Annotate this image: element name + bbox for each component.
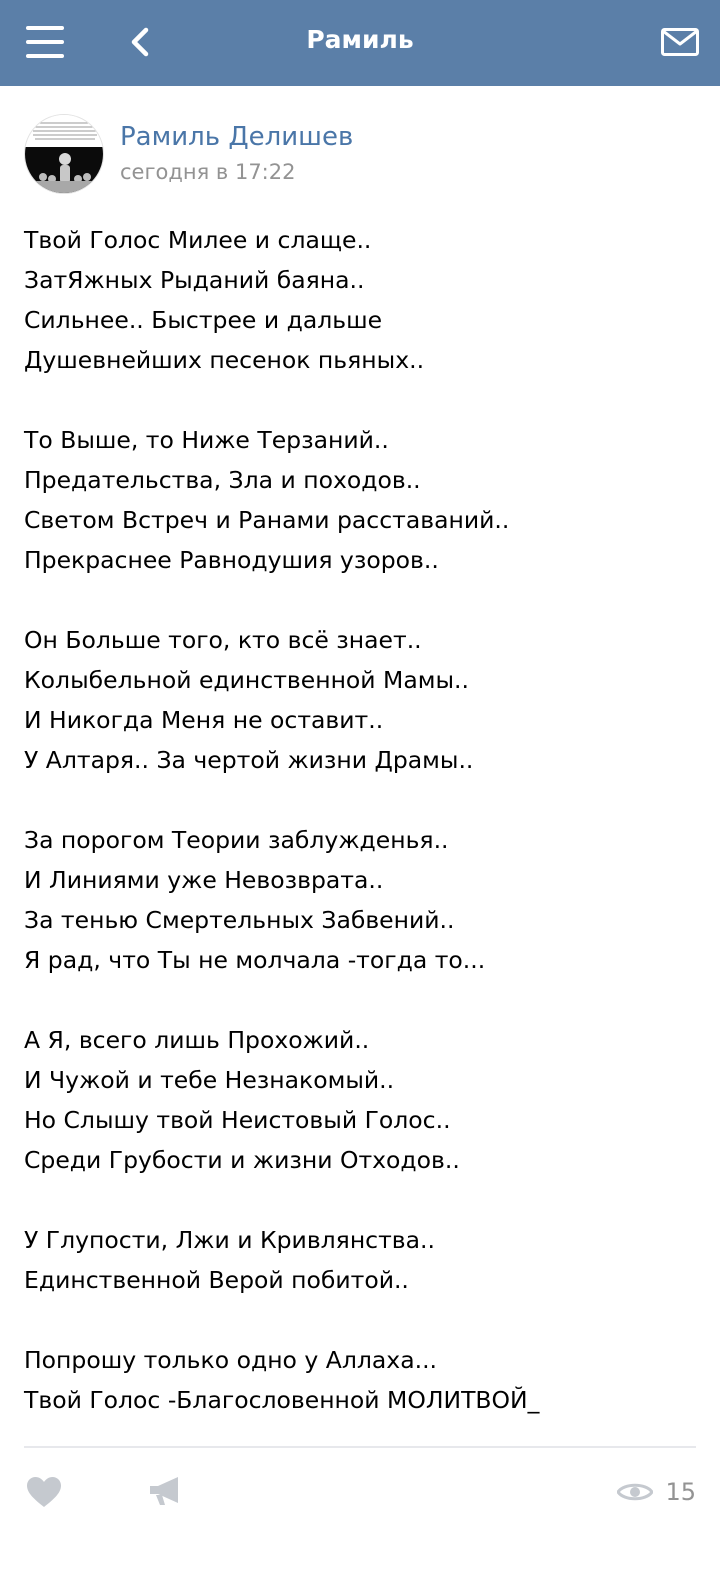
poem-line: За порогом Теории заблужденья..: [24, 826, 449, 854]
poem-line: А Я, всего лишь Прохожий..: [24, 1026, 370, 1054]
poem-line: Я рад, что Ты не молчала -тогда то...: [24, 946, 486, 974]
poem-line: ЗатЯжных Рыданий баяна..: [24, 266, 365, 294]
poem-line: За тенью Смертельных Забвений..: [24, 906, 455, 934]
avatar-image: [25, 115, 104, 194]
poem-line: И Чужой и тебе Незнакомый..: [24, 1066, 395, 1094]
poem-line: Попрошу только одно у Аллаха...: [24, 1346, 438, 1374]
poem-line: И Линиями уже Невозврата..: [24, 866, 384, 894]
poem-line: Но Слышу твой Неистовый Голос..: [24, 1106, 451, 1134]
poem-stanza: [24, 420, 696, 580]
poem-line: Сильнее.. Быстрее и дальше: [24, 306, 383, 334]
top-navigation-bar: [0, 0, 720, 86]
author-name[interactable]: Рамиль Делишев: [120, 122, 354, 152]
views-count: 15: [665, 1478, 696, 1506]
poem-stanza: [24, 820, 696, 980]
poem-line: То Выше, то Ниже Терзаний..: [24, 426, 389, 454]
poem-stanza: [24, 1340, 696, 1420]
avatar[interactable]: [24, 114, 104, 194]
poem-line: У Глупости, Лжи и Кривлянства..: [24, 1226, 435, 1254]
poem-line: У Алтаря.. За чертой жизни Драмы..: [24, 746, 474, 774]
poem-line: Среди Грубости и жизни Отходов..: [24, 1146, 460, 1174]
poem-line: Колыбельной единственной Мамы..: [24, 666, 469, 694]
eye-icon: [617, 1480, 653, 1504]
poem-stanza: [24, 1020, 696, 1180]
poem-line: Твой Голос -Благословенной МОЛИТВОЙ_: [24, 1386, 540, 1414]
envelope-icon[interactable]: [661, 28, 699, 56]
poem-line: Он Больше того, кто всё знает..: [24, 626, 422, 654]
poem-line: Предательства, Зла и походов..: [24, 466, 421, 494]
post-timestamp: сегодня в 17:22: [120, 160, 296, 184]
poem-line: И Никогда Меня не оставит..: [24, 706, 384, 734]
poem-stanza: [24, 220, 696, 380]
heart-icon[interactable]: [26, 1476, 62, 1508]
poem-line: Единственной Верой побитой..: [24, 1266, 409, 1294]
poem-stanza: [24, 1220, 696, 1300]
post-header: [24, 114, 696, 196]
page-title: Рамиль: [306, 25, 414, 54]
poem-line: Твой Голос Милее и слаще..: [24, 226, 372, 254]
poem-stanza: [24, 620, 696, 780]
poem-line: Светом Встреч и Ранами расставаний..: [24, 506, 510, 534]
post-text: [24, 220, 696, 1460]
views-counter: [617, 1474, 696, 1510]
megaphone-icon[interactable]: [148, 1474, 182, 1508]
divider: [24, 1446, 696, 1448]
poem-line: Прекраснее Равнодушия узоров..: [24, 546, 439, 574]
poem-line: Душевнейших песенок пьяных..: [24, 346, 425, 374]
